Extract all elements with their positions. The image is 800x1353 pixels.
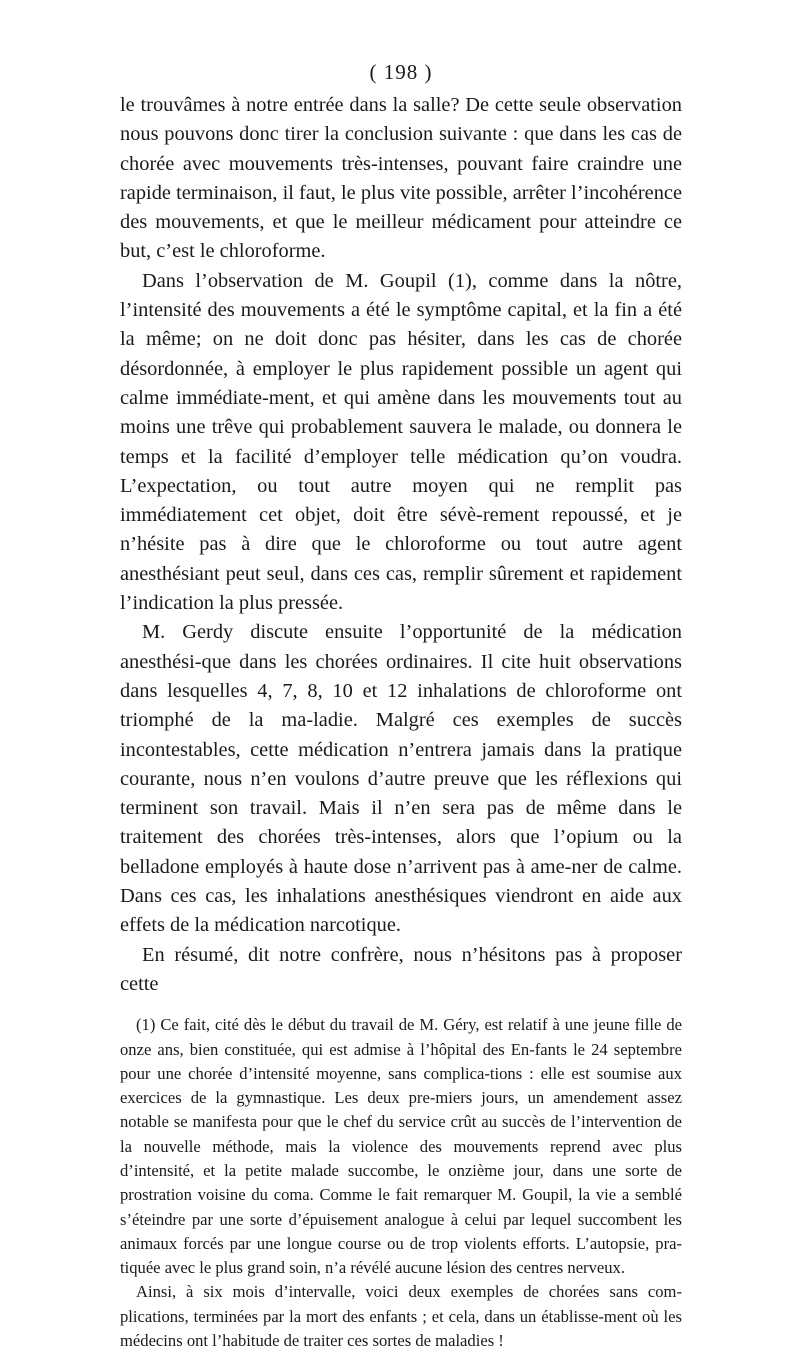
footnote [120, 1013, 682, 1353]
footnote-paragraph: (1) Ce fait, cité dès le début du travail de M. Géry, est relatif à une jeune fille de onze ans, bien constituée, qui est admise à l’hôpital des En-fants le 24 septembre pour une chorée d’intensité moyenne, sans complica-tions : elle est soumise aux exercices de la gymnastique. Les deux pre-miers jours, un amendement assez notable se manifesta pour que le chef du service crût au succès de l’intervention de la nouvelle méthode, mais la violence des mouvements reprend avec plus d’intensité, et la petite malade succombe, le onzième jour, dans une sorte de prostration voisine du coma. Comme le fait remarquer M. Goupil, la vie a semblé s’éteindre par une sorte d’épuisement analogue à celui par lequel succombent les animaux forcés par une longue course ou de trop violents efforts. L’autopsie, pra-tiquée avec le plus grand soin, n’a révélé aucune lésion des centres nerveux. [120, 1015, 682, 1278]
body-paragraph: En résumé, dit notre confrère, nous n’hésitons pas à proposer cette [120, 943, 682, 995]
document-page [120, 60, 682, 1353]
body-paragraph: le trouvâmes à notre entrée dans la salle? De cette seule observation nous pouvons donc tirer la conclusion suivante : que dans les cas de chorée avec mouvements très-intenses, pouvant faire craindre une rapide terminaison, il faut, le plus vite possible, arrêter l’incohérence des mouvements, et que le meilleur médicament pour atteindre ce but, c’est le chloroforme. [120, 94, 682, 263]
body-text [120, 91, 682, 999]
footnote-paragraph: Ainsi, à six mois d’intervalle, voici deux exemples de chorées sans com-plications, terminées par la mort des enfants ; et cela, dans un établisse-ment où les médecins ont l’habitude de traiter ces sortes de maladies ! [120, 1282, 682, 1351]
page-number: ( 198 ) [369, 60, 433, 84]
body-paragraph: M. Gerdy discute ensuite l’opportunité de la médication anesthési-que dans les chorées ordinaires. Il cite huit observations dans lesquelles 4, 7, 8, 10 et 12 inhalations de chloroforme ont triomphé de la ma-ladie. Malgré ces exemples de succès incontestables, cette médication n’entrera jamais dans la pratique courante, nous n’en voulons d’autre preuve que les réflexions qui terminent son travail. Mais il n’en sera pas de même dans le traitement des chorées très-intenses, alors que l’opium ou la belladone employés à haute dose n’arrivent pas à ame-ner de calme. Dans ces cas, les inhalations anesthésiques viendront en aide aux effets de la médication narcotique. [120, 621, 682, 937]
body-paragraph: Dans l’observation de M. Goupil (1), comme dans la nôtre, l’intensité des mouvements a été le symptôme capital, et la fin a été la même; on ne doit donc pas hésiter, dans les cas de chorée désordonnée, à employer le plus rapidement possible un agent qui calme immédiate-ment, et qui amène dans les mouvements tout au moins une trêve qui probablement sauvera le malade, ou donnera le temps et la facilité d’employer telle médication qu’on voudra. L’expectation, ou tout autre moyen qui ne remplit pas immédiatement cet objet, doit être sévè-rement repoussé, et je n’hésite pas à dire que le chloroforme ou tout autre agent anesthésiant peut seul, dans ces cas, remplir sûrement et rapidement l’indication la plus pressée. [120, 269, 682, 615]
